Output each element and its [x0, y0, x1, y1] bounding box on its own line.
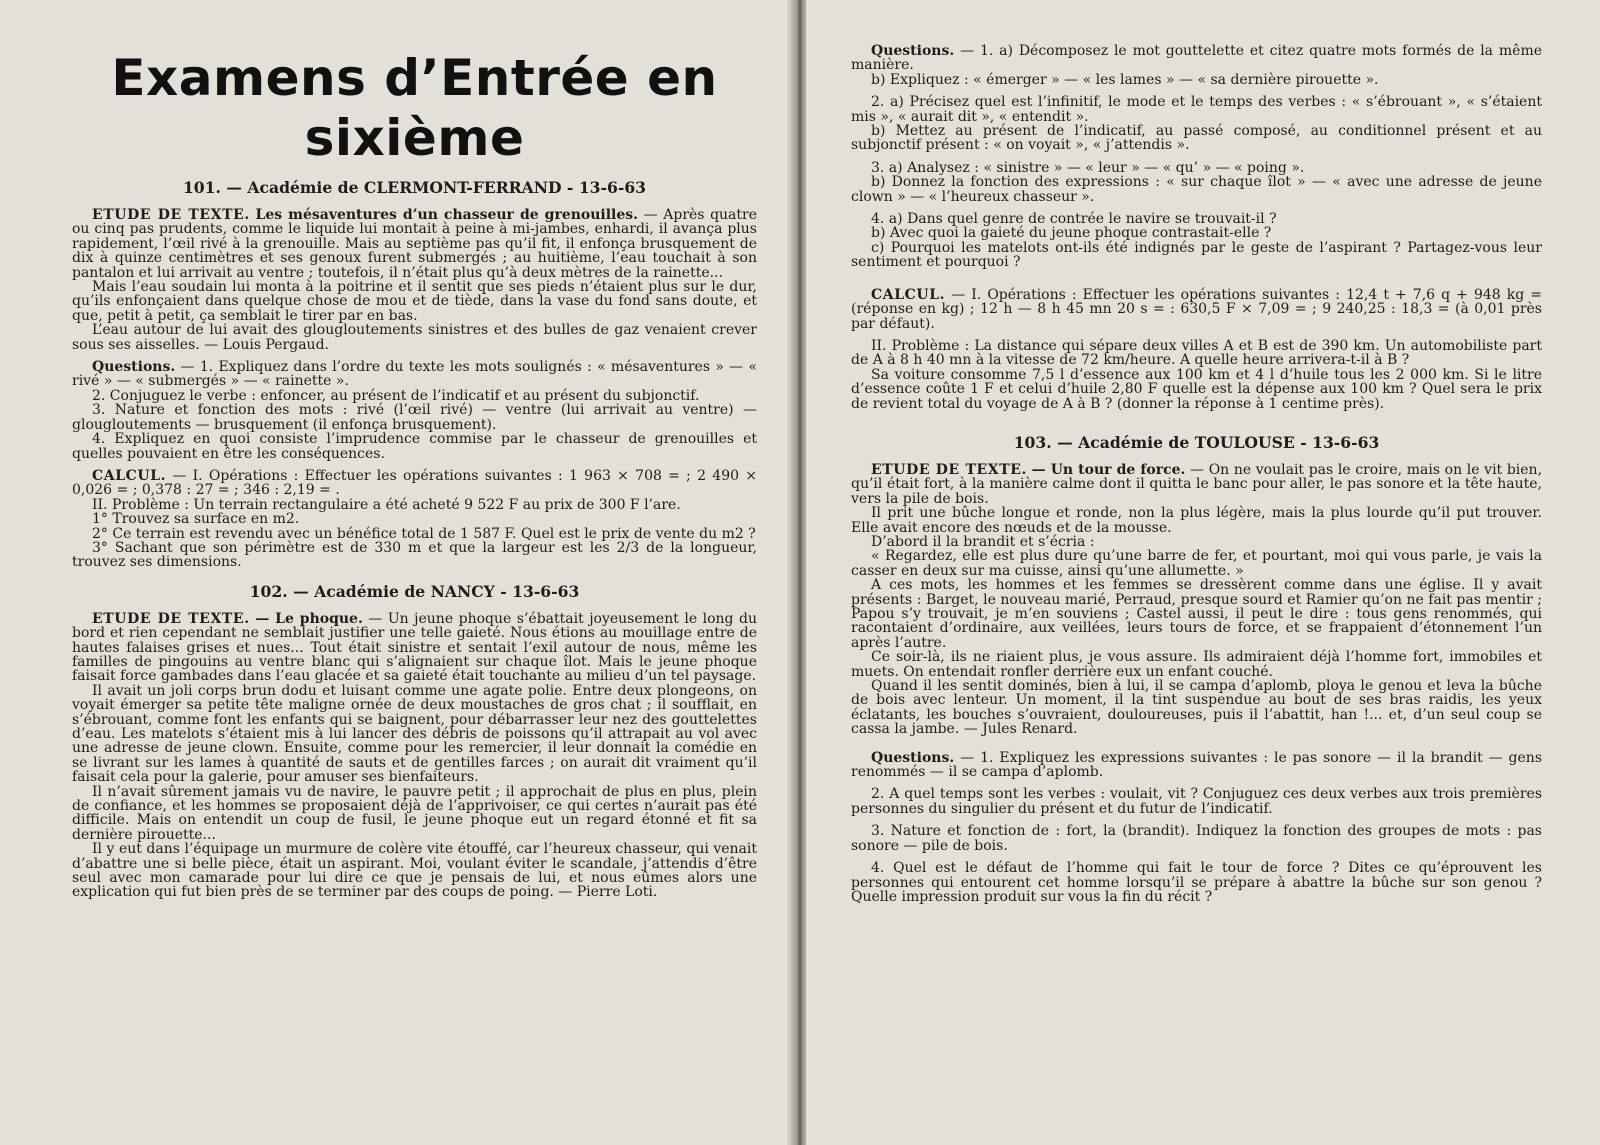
etude-label: ETUDE DE TEXTE.: [92, 207, 250, 223]
questions-102-q3: 3. a) Analysez : « sinistre » — « leur » — « qu’ » — « poing ».: [871, 159, 1305, 176]
right-page: [806, 0, 1600, 1145]
probleme-101-b: 2° Ce terrain est revendu avec un bénéfice total de 1 587 F. Quel est le prix de vente du m2 ?: [92, 525, 756, 542]
etude-103-p6: Ce soir-là, ils ne riaient plus, je vous assure. Ils admiraient déjà l’homme fort, immobiles et muets. On entendait ronfler derrière eux un enfant couché.: [851, 649, 1542, 680]
section-heading-103: 103. — Académie de TOULOUSE - 13-6-63: [1013, 432, 1380, 452]
probleme-101-c: 3° Sachant que son périmètre est de 330 m et que la largeur est les 2/3 de la longueur, trouvez ses dimensions.: [72, 539, 757, 571]
etude-title: Les mésaventures d’un chasseur de grenouilles.: [255, 207, 639, 223]
probleme-101: II. Problème : Un terrain rectangulaire a été acheté 9 522 F au prix de 300 F l’are.: [92, 496, 681, 513]
etude-title: — Un tour de force.: [1031, 461, 1186, 478]
questions-102-q2: 2. a) Précisez quel est l’infinitif, le mode et le temps des verbes : « s’ébrouant », « s’étaient mis », « aurait dit », « entendit ».: [851, 94, 1542, 125]
questions-102-q1: [851, 44, 1542, 73]
etude-101-p2: Mais l’eau soudain lui monta à la poitrine et il sentit que ses pieds n’étaient plus sur le dur, qu’ils enfonçaient dans quelque chose de mou et de tiède, dans la vase du fond sans doute, et que, petit à petit, ça semblait le tirer par en bas.: [72, 279, 757, 324]
etude-text: — On ne voulait pas le croire, mais on le vit bien, qu’il était fort, à la manière calme dont il quitta le banc pour aller, le pas sonore et la tête haute, vers la pile de bois.: [851, 461, 1543, 507]
questions-102-q4b: b) Avec quoi la gaieté du jeune phoque contrastait-elle ?: [871, 225, 1272, 242]
etude-102-p2: Il avait un joli corps brun dodu et luisant comme une agate polie. Entre deux plongeons, on voyait émerger sa petite tête maligne ornée de deux moustaches de gros chat ; il soufflait, en s’ébrouant, comme font les enfants qui se baignent, pour débarrasser leur nez des gouttelettes d’eau. Les matelots s’étaient mis à lui lancer des débris de poissons qu’il attrapait au vol avec une adresse de jeune clown. Ensuite, comme pour les remercier, il leur donnait la comédie en se livrant sur les lames à quantité de sauts et de gentilles farces ; on aurait dit vraiment qu’il faisait cela pour la galerie, pour amuser ses bienfaiteurs.: [72, 682, 757, 786]
left-page: [0, 0, 795, 1145]
etude-label: ETUDE DE TEXTE.: [871, 461, 1027, 478]
calcul-text: — I. Opérations : Effectuer les opérations suivantes : 12,4 t + 7,6 q + 948 kg = (réponse en kg) ; 12 h — 8 h 45 mn 20 s = : 630,5 F × 7,09 = ; 9 240,25 : 18,3 = (à 0,01 près par défaut).: [851, 286, 1542, 332]
etude-text: — Après quatre ou cinq pas prudents, comme le liquide lui montait à peine à mi-jambes, enhardi, il avança plus rapidement, l’œil rivé à la grenouille. Mais au septième pas qu’il fit, il enfonça brusquement de dix à quinze centimètres et ses genoux furent submergés ; au huitième, l’eau touchait à son pantalon et lui arrivait au ventre ; toutefois, il n’était plus qu’à deux mètres de la rainette...: [72, 207, 758, 281]
etude-103-p2: Il prit une bûche longue et ronde, non la plus légère, mais la plus lourde qu’il put trouver. Elle avait encore des nœuds et de la mousse.: [851, 505, 1542, 536]
question-text: — 1. a) Décomposez le mot gouttelette et citez quatre mots formés de la même manière.: [851, 43, 1543, 74]
questions-103-q1: [851, 751, 1542, 780]
page-title: Examens d’Entrée en sixième: [111, 49, 718, 167]
questions-label: Questions.: [92, 359, 176, 376]
etude-103-p1: [851, 463, 1542, 506]
questions-103-q4: 4. Quel est le défaut de l’homme qui fait le tour de force ? Dites ce qu’éprouvent les personnes qui entourent cet homme lorsqu’il se prépare à abattre la bûche sur son genou ? Quelle impression produit sur vous la fin du récit ?: [851, 860, 1542, 905]
etude-102-p4: Il y eut dans l’équipage un murmure de colère vite étouffé, car l’heureux chasseur, qui venait d’abattre une si belle pièce, était un aspirant. Moi, voulant éviter le scandale, j’attendis d’être seul avec mon camarade pour lui dire ce que je pensais de lui, et nous eûmes alors une explication qui fut bien près de se terminer par des coups de poing. — Pierre Loti.: [72, 841, 757, 901]
etude-label: ETUDE DE TEXTE.: [92, 610, 250, 627]
etude-102-p1: [72, 612, 757, 684]
probleme-101-a: 1° Trouvez sa surface en m2.: [92, 511, 300, 528]
etude-102-p3: Il n’avait sûrement jamais vu de navire, le pauvre petit ; il approchait de plus en plus, plein de confiance, et les hommes se proposaient déjà de l’apprivoiser, ce qui certes n’aurait pas été difficile. Mais on entendit un coup de fusil, le jeune phoque eut un regard étonné et fit sa dernière pirouette...: [72, 783, 757, 843]
calcul-text: — I. Opérations : Effectuer les opérations suivantes : 1 963 × 708 = ; 2 490 × 0,026 = ; 0,378 : 27 = ; 346 : 2,19 = .: [72, 467, 757, 499]
probleme-102: II. Problème : La distance qui sépare deux villes A et B est de 390 km. Un automobiliste part de A à 8 h 40 mn à la vitesse de 72 km/heure. A quelle heure arrivera-t-il à B ?: [851, 337, 1542, 369]
questions-101-q3: 3. Nature et fonction des mots : rivé (l’œil rivé) — ventre (lui arrivait au ventre) — glougloutements — brusquement (il enfonça brusquement).: [72, 402, 757, 433]
questions-102-q2b: b) Mettez au présent de l’indicatif, au passé composé, au conditionnel présent et au subjonctif présent : « on voyait », « j’attendis ».: [851, 123, 1542, 154]
questions-101-q2: 2. Conjuguez le verbe : enfoncer, au présent de l’indicatif et au présent du subjonctif.: [92, 387, 700, 404]
etude-101-p1: [72, 208, 757, 280]
etude-103-p5: A ces mots, les hommes et les femmes se dressèrent comme dans une église. Il y avait présents : Barget, le nouveau marié, Perraud, presque sourd et Ramier qu’on ne fait pas mentir ; Papou s’y trouvait, je m’en souviens ; Castel aussi, il peut le dire : tous gens renommés, qui racontaient d’ordinaire, aux veillées, leurs tours de force, et se frappaient d’étonnement l’un après l’autre.: [851, 577, 1542, 651]
questions-label: Questions.: [871, 749, 955, 766]
etude-title: — Le phoque.: [255, 610, 363, 627]
etude-103-p7: Quand il les sentit dominés, bien à lui, il se campa d’aplomb, ploya le genou et leva la bûche de bois avec lenteur. Un moment, il la tint suspendue au bout de ses bras raidis, les yeux éclatants, les bouches s’ouvraient, douloureuses, puis il l’abattit, han !... et, d’un seul coup se cassa la jambe. — Jules Renard.: [851, 678, 1542, 738]
questions-102-q1b: b) Expliquez : « émerger » — « les lames » — « sa dernière pirouette ».: [871, 71, 1379, 88]
questions-103-q3: 3. Nature et fonction de : fort, la (brandit). Indiquez la fonction des groupes de mots : pas sonore — pile de bois.: [851, 823, 1542, 854]
questions-101-q1: [72, 360, 757, 389]
etude-101-p3: L’eau autour de lui avait des glougloutements sinistres et des bulles de gaz venaient crever sous ses aisselles. — Louis Pergaud.: [72, 322, 757, 353]
calcul-label: CALCUL.: [871, 286, 946, 303]
question-text: — 1. Expliquez dans l’ordre du texte les mots soulignés : « mésaventures » — « rivé » — « submergés » — « rainette ».: [72, 359, 758, 390]
calcul-label: CALCUL.: [92, 467, 167, 484]
section-heading-102: 102. — Académie de NANCY - 13-6-63: [249, 581, 580, 601]
questions-102-q4c: c) Pourquoi les matelots ont-ils été indignés par le geste de l’aspirant ? Partagez-vous leur sentiment et pourquoi ?: [851, 239, 1542, 271]
questions-103-q2: 2. A quel temps sont les verbes : voulait, vit ? Conjuguez ces deux verbes aux trois premières personnes du singulier du présent et du futur de l’indicatif.: [851, 786, 1542, 817]
questions-102-q3b: b) Donnez la fonction des expressions : « sur chaque îlot » — « avec une adresse de jeune clown » — « l’heureux chasseur ».: [851, 174, 1542, 205]
etude-103-p4: « Regardez, elle est plus dure qu’une barre de fer, et pourtant, moi qui vous parle, je vais la casser en deux sur ma cuisse, ainsi qu’une allumette. »: [851, 548, 1542, 579]
calcul-101: [72, 469, 757, 498]
section-heading-101: 101. — Académie de CLERMONT-FERRAND - 13-6-63: [182, 178, 647, 197]
etude-text: — Un jeune phoque s’ébattait joyeusement le long du bord et rien cependant ne semblait justifier une telle gaieté. Nous étions au mouillage entre de hautes falaises grises et nues... Tout était sinistre et sentait l’exil autour de nous, même les familles de pingouins au ventre blanc qui s’alignaient sur chaque îlot. Mais le jeune phoque faisait force gambades dans l’eau glacée et sa gaieté était touchante au milieu d’un tel paysage.: [72, 610, 757, 685]
probleme-102-b: Sa voiture consomme 7,5 l d’essence aux 100 km et 4 l d’huile tous les 2 000 km. Si le litre d’essence coûte 1 F et celui d’huile 2,80 F quelle est la dépense aux 100 km ? Quel sera le prix de revient total du voyage de A à B ? (donner la réponse à 1 centime près).: [851, 366, 1542, 412]
questions-101-q4: 4. Expliquez en quoi consiste l’imprudence commise par le chasseur de grenouilles et quelles pouvaient en être les conséquences.: [72, 431, 757, 462]
calcul-102: [851, 288, 1542, 331]
question-text: — 1. Expliquez les expressions suivantes : le pas sonore — il la brandit — gens renommés — il se campa d’aplomb.: [851, 749, 1542, 781]
questions-label: Questions.: [871, 43, 955, 59]
etude-103-p3: D’abord il la brandit et s’écria :: [871, 533, 1095, 550]
questions-102-q4: 4. a) Dans quel genre de contrée le navire se trouvait-il ?: [871, 211, 1277, 228]
